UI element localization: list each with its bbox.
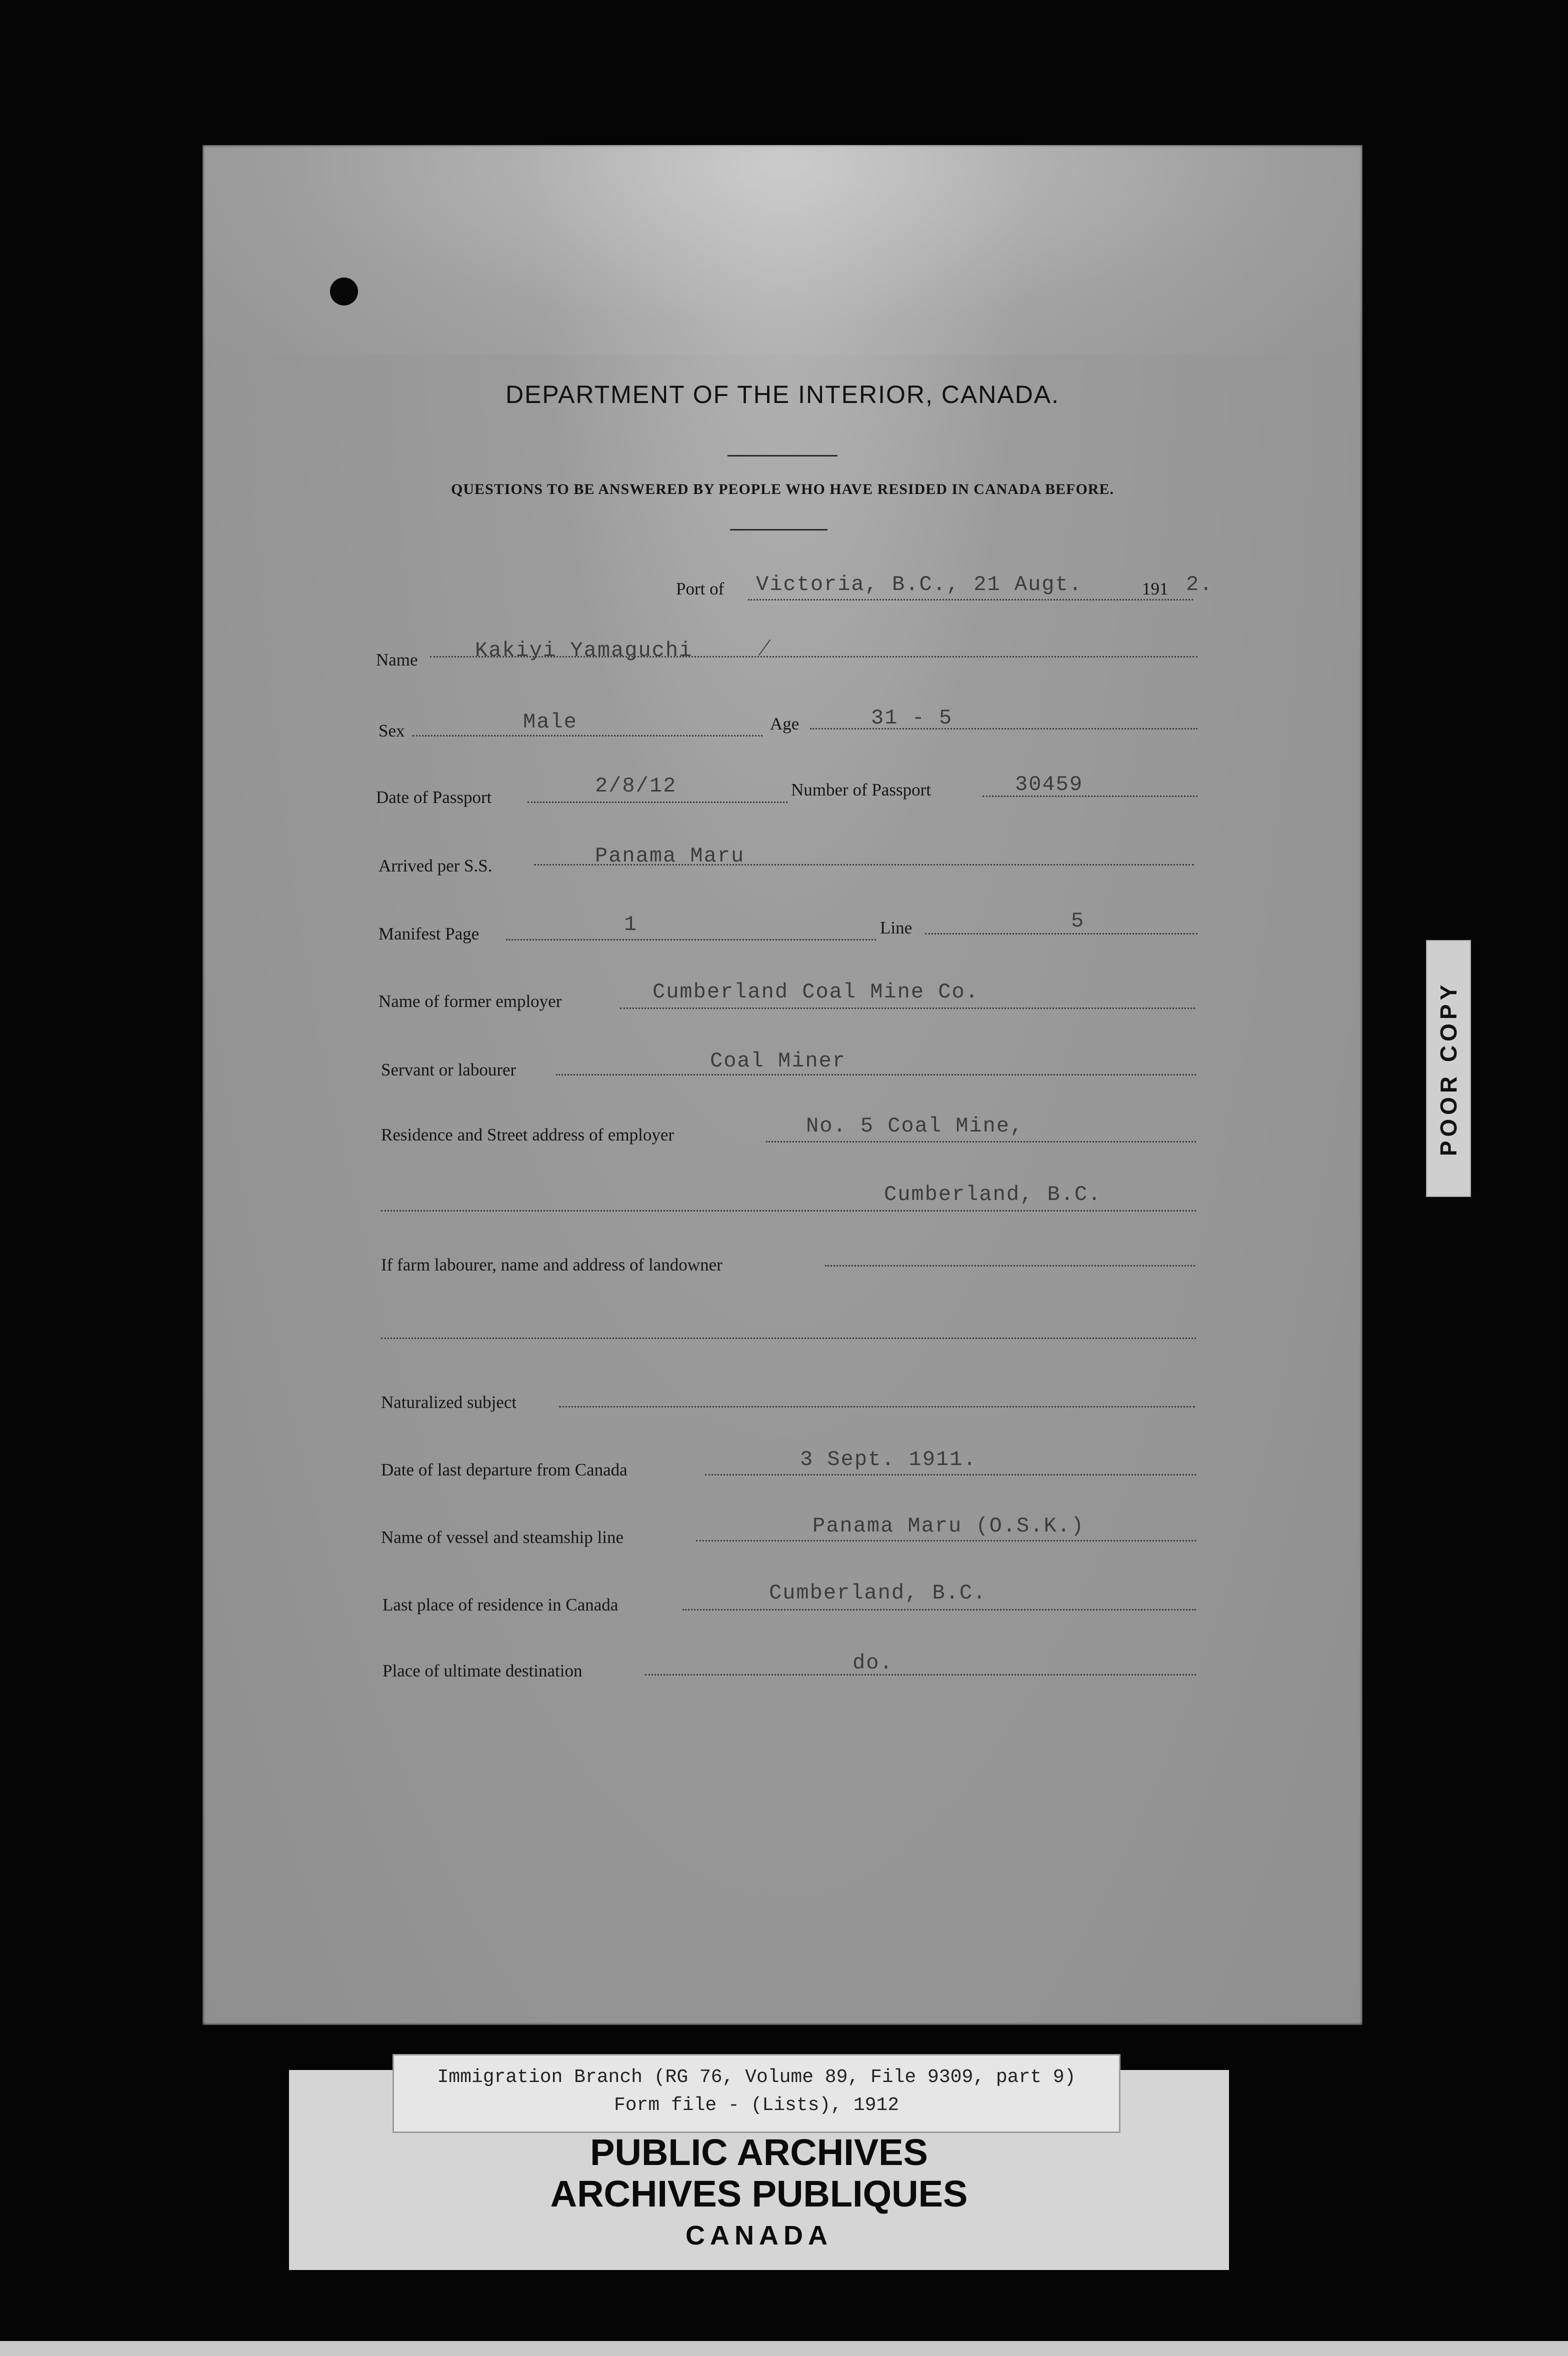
manifest-page-value: 1 [624, 912, 638, 936]
form-title: DEPARTMENT OF THE INTERIOR, CANADA. [505, 380, 1060, 408]
age-value: 31 - 5 [871, 706, 953, 730]
destination-line [645, 1674, 1196, 1676]
passport-date-label: Date of Passport [376, 788, 492, 807]
arrived-per-value: Panama Maru [595, 844, 745, 868]
farm-labourer-line-2 [381, 1338, 1196, 1339]
last-departure-label: Date of last departure from Canada [381, 1460, 628, 1480]
paper-wear [202, 145, 1362, 355]
employer-address-value-1: No. 5 Coal Mine, [806, 1114, 1024, 1138]
passport-number-label: Number of Passport [791, 780, 931, 800]
form-page [202, 145, 1362, 2025]
servant-labourer-value: Coal Miner [710, 1049, 846, 1073]
destination-label: Place of ultimate destination [382, 1661, 582, 1680]
farm-labourer-label: If farm labourer, name and address of landowner [381, 1255, 722, 1274]
vessel-label: Name of vessel and steamship line [381, 1528, 624, 1547]
servant-labourer-line [556, 1074, 1196, 1076]
employer-address-label: Residence and Street address of employer [381, 1125, 674, 1144]
port-label: Port of [676, 579, 724, 598]
line-value: 5 [1071, 909, 1085, 933]
former-employer-label: Name of former employer [378, 992, 562, 1011]
age-label: Age [770, 714, 800, 734]
sex-value: Male [523, 710, 578, 734]
former-employer-line [620, 1008, 1195, 1009]
line-label: Line [880, 918, 912, 938]
title-rule-bottom [730, 529, 828, 530]
passport-number-value: 30459 [1015, 772, 1084, 796]
passport-date-value: 2/8/12 [595, 774, 677, 798]
poor-copy-text: POOR COPY [1436, 980, 1462, 1156]
farm-labourer-line-1 [825, 1265, 1195, 1266]
archive-reference-box [392, 2054, 1120, 2133]
last-departure-value: 3 Sept. 1911. [800, 1448, 977, 1472]
manifest-page-line [506, 939, 876, 940]
vessel-line [696, 1540, 1196, 1542]
archive-reference-line-1: Immigration Branch (RG 76, Volume 89, File 9309, part 9) [437, 2066, 1076, 2088]
vessel-value: Panama Maru (O.S.K.) [812, 1514, 1085, 1538]
age-line [810, 728, 1198, 730]
last-departure-line [705, 1474, 1196, 1476]
archive-name-french: ARCHIVES PUBLIQUES [550, 2173, 968, 2214]
passport-date-line [528, 802, 788, 803]
arrived-per-label: Arrived per S.S. [378, 856, 492, 876]
name-label: Name [376, 650, 418, 670]
line-line [925, 933, 1198, 934]
last-residence-line [682, 1609, 1196, 1610]
poor-copy-label [1426, 940, 1471, 1197]
last-residence-value: Cumberland, B.C. [769, 1581, 987, 1605]
year-label: 191 [1142, 579, 1168, 598]
servant-labourer-label: Servant or labourer [381, 1060, 516, 1080]
title-rule-top [728, 455, 838, 456]
former-employer-value: Cumberland Coal Mine Co. [652, 980, 979, 1004]
port-line [748, 599, 1193, 600]
destination-value: do. [852, 1651, 894, 1675]
film-border-bottom [0, 2341, 1568, 2356]
manifest-page-label: Manifest Page [378, 924, 480, 944]
naturalized-line [559, 1406, 1195, 1408]
archive-name-english: PUBLIC ARCHIVES [590, 2132, 928, 2173]
punch-hole [330, 278, 358, 306]
name-value: Kakiyi Yamaguchi [475, 638, 693, 662]
employer-address-value-2: Cumberland, B.C. [884, 1182, 1102, 1206]
sex-line [412, 735, 762, 736]
naturalized-label: Naturalized subject [381, 1392, 517, 1412]
employer-address-line-2 [381, 1210, 1196, 1212]
archive-country: CANADA [686, 2220, 832, 2250]
employer-address-line-1 [766, 1141, 1196, 1142]
last-residence-label: Last place of residence in Canada [382, 1595, 618, 1614]
check-mark: ⁄ [762, 634, 767, 661]
sex-label: Sex [378, 721, 405, 740]
form-subtitle: QUESTIONS TO BE ANSWERED BY PEOPLE WHO HAVE RESIDED IN CANADA BEFORE. [451, 481, 1114, 498]
year-digit: 2. [1186, 572, 1214, 596]
port-value: Victoria, B.C., 21 Augt. [756, 572, 1082, 596]
archive-reference-line-2: Form file - (Lists), 1912 [614, 2094, 900, 2116]
